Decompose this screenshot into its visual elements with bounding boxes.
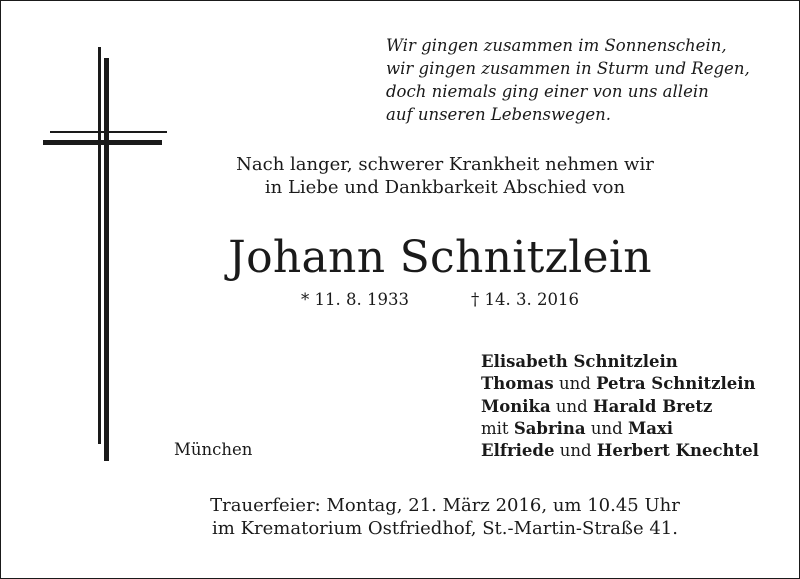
connector-word: und <box>555 396 588 416</box>
family-line <box>481 440 759 462</box>
poem <box>386 34 750 126</box>
family-name: Elfriede <box>481 441 555 461</box>
deceased-name: Johann Schnitzlein <box>228 232 652 283</box>
family-name: Harald Bretz <box>593 396 713 416</box>
connector-word: und <box>590 418 623 438</box>
family-line <box>481 351 759 373</box>
cross-horizontal-thin <box>50 131 167 133</box>
city: München <box>174 440 253 459</box>
family-name: Maxi <box>627 418 673 438</box>
service-line: im Krematorium Ostfriedhof, St.-Martin-Straße 41. <box>212 518 678 539</box>
funeral-service-info <box>100 494 790 540</box>
family-line <box>481 418 759 440</box>
poem-line: doch niemals ging einer von uns allein <box>386 82 709 101</box>
poem-line: Wir gingen zusammen im Sonnenschein, <box>386 36 727 55</box>
family-line <box>481 396 759 418</box>
poem-line: auf unseren Lebenswegen. <box>386 105 612 124</box>
intro-line: Nach langer, schwerer Krankheit nehmen wir <box>236 154 654 175</box>
family-name: Thomas <box>481 374 554 394</box>
intro-text <box>180 153 710 199</box>
family-line <box>481 373 759 395</box>
cross-horizontal-thick <box>43 140 162 145</box>
family-name: Herbert Knechtel <box>596 441 759 461</box>
connector-word: und <box>558 374 591 394</box>
poem-line: wir gingen zusammen in Sturm und Regen, <box>386 59 750 78</box>
service-line: Trauerfeier: Montag, 21. März 2016, um 10.45 Uhr <box>210 495 680 516</box>
family-list <box>481 351 759 462</box>
family-name: Sabrina <box>513 418 586 438</box>
family-name: Elisabeth Schnitzlein <box>481 352 678 371</box>
intro-line: in Liebe und Dankbarkeit Abschied von <box>264 177 626 198</box>
connector-word: mit <box>481 418 509 438</box>
family-name: Petra Schnitzlein <box>596 374 756 394</box>
connector-word: und <box>559 441 592 461</box>
family-name: Monika <box>481 396 551 416</box>
death-date: † 14. 3. 2016 <box>471 290 579 309</box>
birth-date: * 11. 8. 1933 <box>301 290 409 309</box>
